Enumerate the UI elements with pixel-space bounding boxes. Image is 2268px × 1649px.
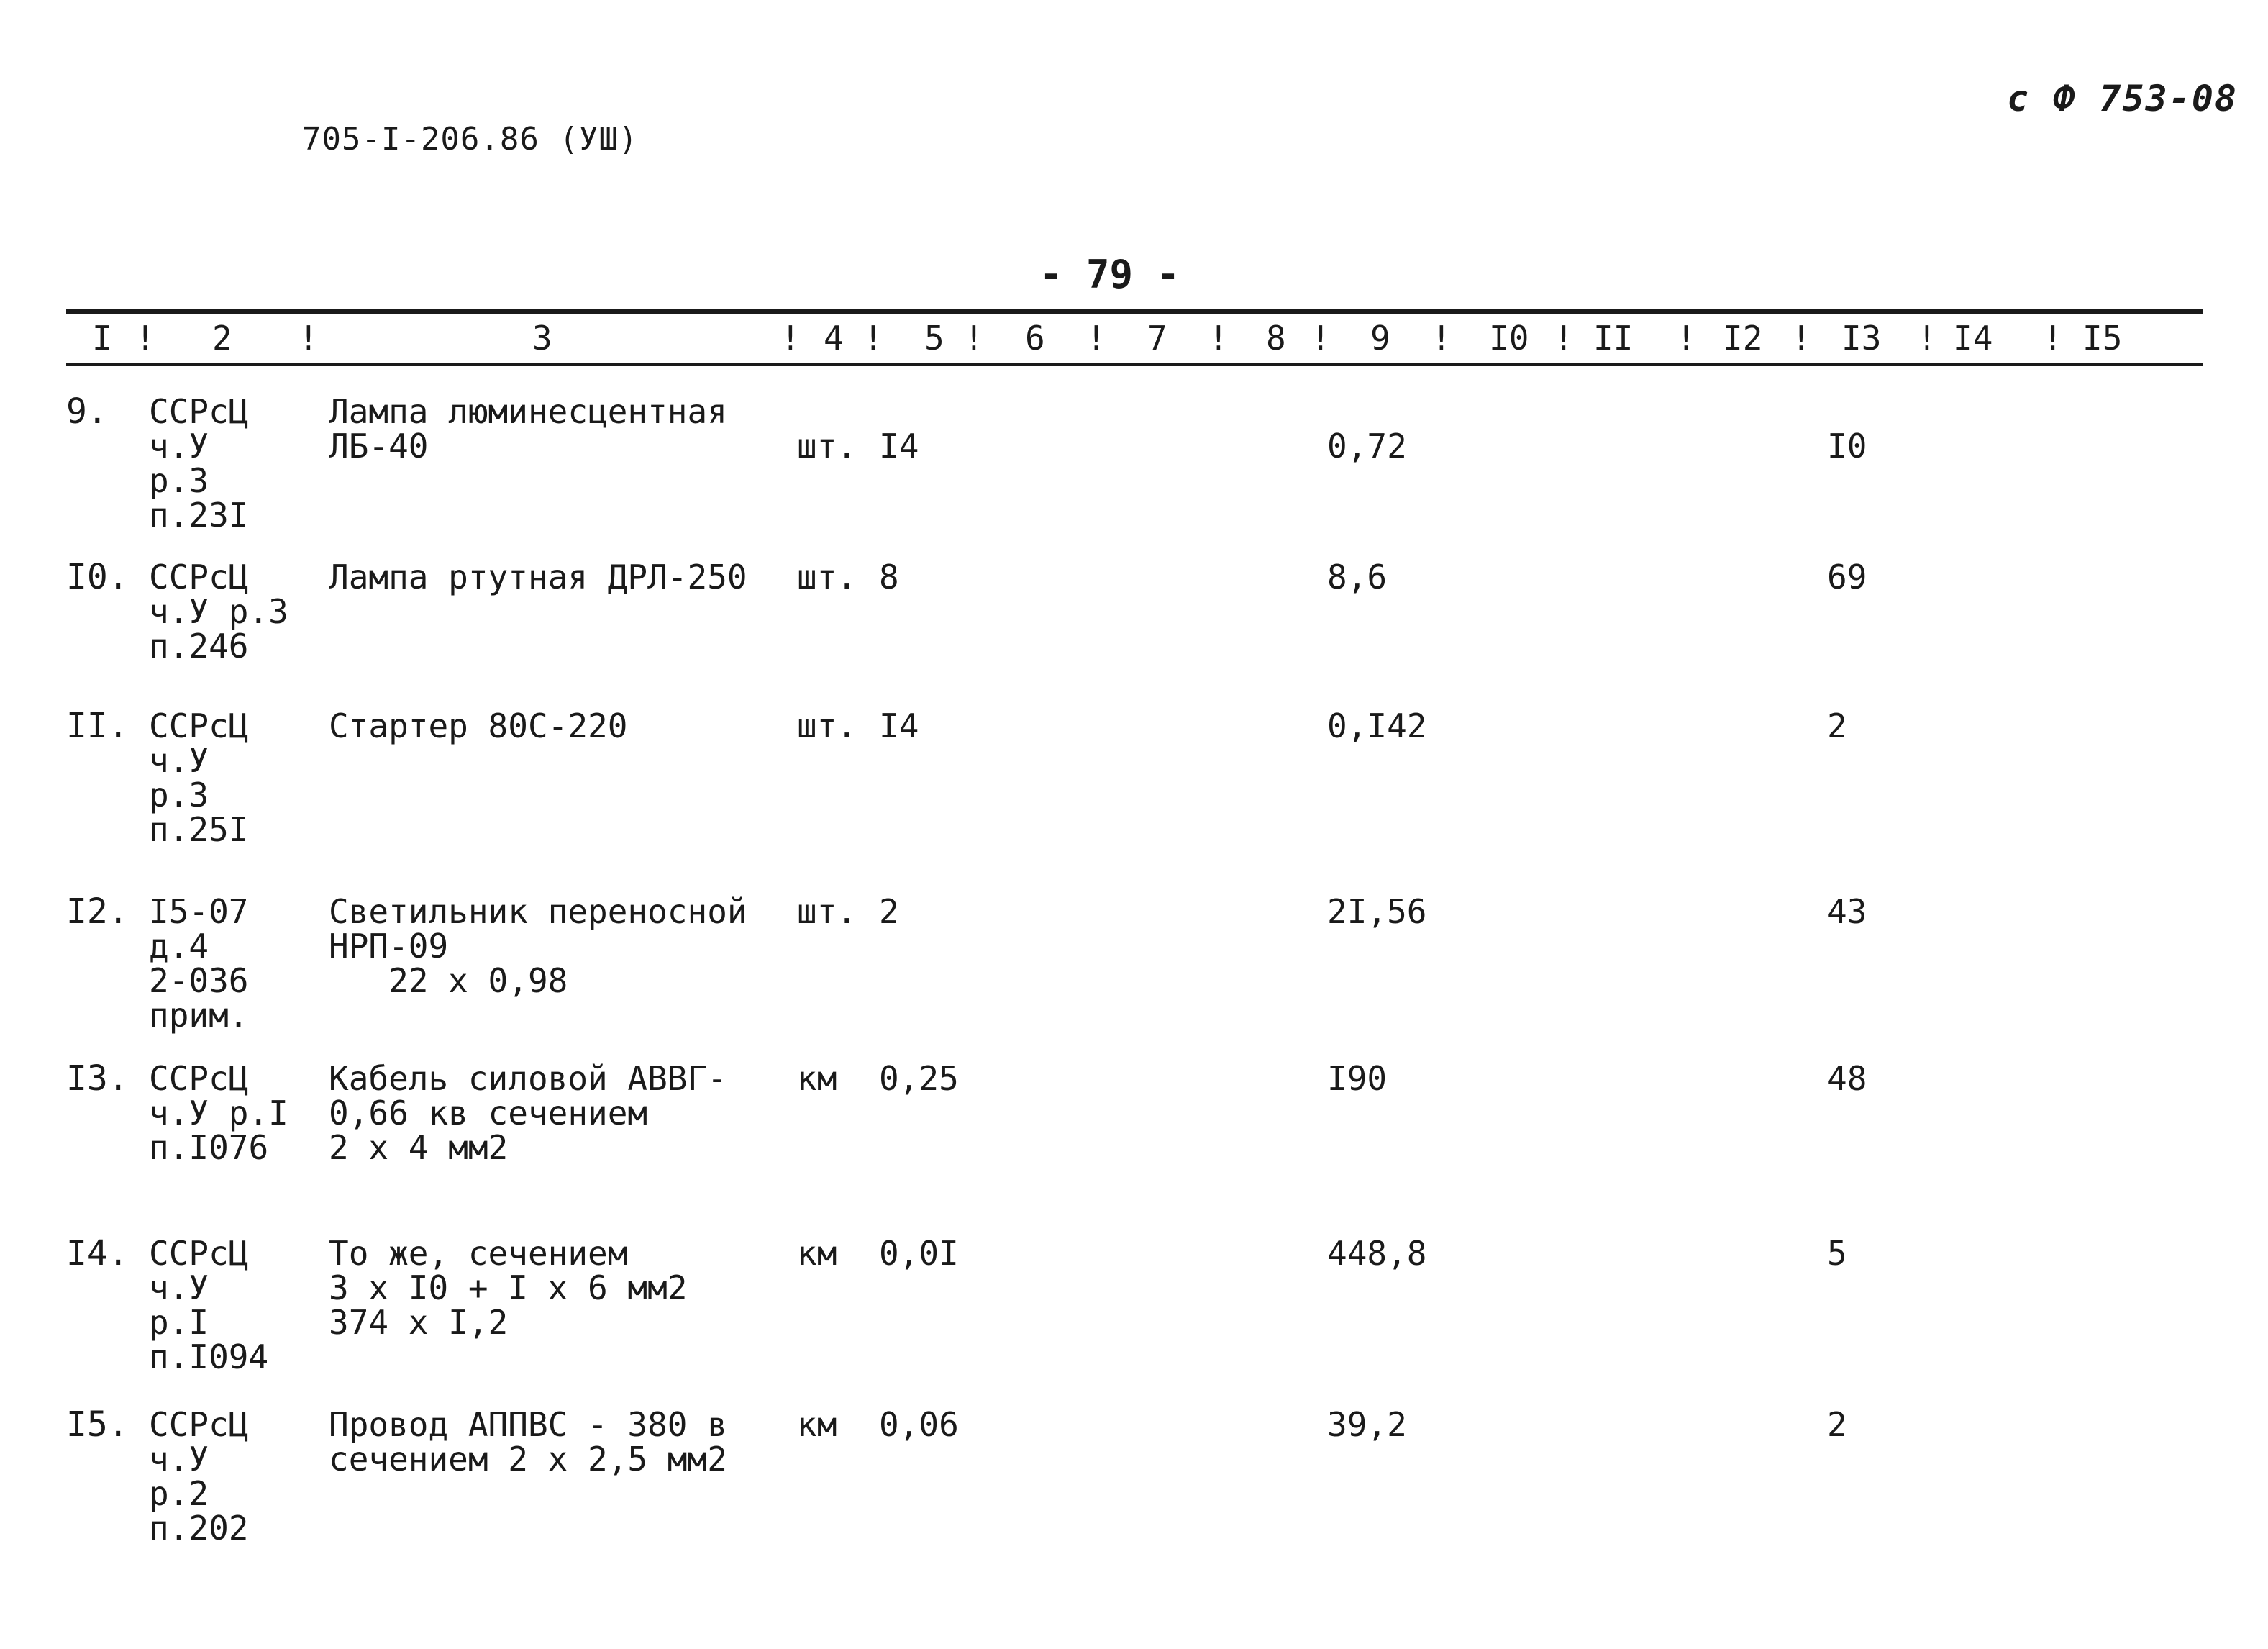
row-unit: шт. bbox=[797, 427, 857, 465]
column-separator: ! bbox=[780, 319, 801, 358]
column-number: 9 bbox=[1370, 319, 1390, 358]
row-total: 5 bbox=[1827, 1234, 1847, 1273]
row-description: Лампа люминесцентная bbox=[329, 392, 727, 431]
row-unit-price: 2I,56 bbox=[1327, 892, 1427, 931]
row-description: Кабель силовой АВВГ- bbox=[329, 1059, 727, 1098]
column-separator: ! bbox=[2043, 319, 2063, 358]
column-separator: ! bbox=[964, 319, 984, 358]
column-number: 6 bbox=[1025, 319, 1045, 358]
row-total: 43 bbox=[1827, 892, 1867, 931]
column-number: 3 bbox=[532, 319, 552, 358]
row-reference: ССРсЦ bbox=[149, 1234, 249, 1273]
row-number: I3. bbox=[66, 1058, 129, 1099]
row-unit-price: 0,72 bbox=[1327, 427, 1407, 465]
column-number: 8 bbox=[1266, 319, 1286, 358]
row-reference: ССРсЦ bbox=[149, 1405, 249, 1444]
row-reference: ССРсЦ bbox=[149, 707, 249, 745]
column-number: I0 bbox=[1489, 319, 1529, 358]
row-reference: ССРсЦ bbox=[149, 1059, 249, 1098]
row-description: Светильник переносной bbox=[329, 892, 747, 931]
column-separator: ! bbox=[1791, 319, 1811, 358]
row-unit-price: I90 bbox=[1327, 1059, 1388, 1098]
row-reference: п.I076 bbox=[149, 1128, 269, 1167]
column-separator: ! bbox=[1554, 319, 1574, 358]
row-description: Стартер 80С-220 bbox=[329, 707, 628, 745]
row-total: 69 bbox=[1827, 558, 1867, 596]
column-separator: ! bbox=[1086, 319, 1106, 358]
row-unit: км bbox=[797, 1234, 837, 1273]
column-number: II bbox=[1593, 319, 1634, 358]
row-reference: I5-07 bbox=[149, 892, 249, 931]
column-separator: ! bbox=[863, 319, 883, 358]
column-separator: ! bbox=[1917, 319, 1937, 358]
row-reference: ССРсЦ bbox=[149, 392, 249, 431]
row-number: I4. bbox=[66, 1233, 129, 1273]
row-quantity: 0,0I bbox=[879, 1234, 959, 1273]
page-number: - 79 - bbox=[1039, 252, 1180, 297]
row-description: 2 х 4 мм2 bbox=[329, 1128, 509, 1167]
row-reference: п.I094 bbox=[149, 1337, 269, 1376]
column-number: I3 bbox=[1841, 319, 1882, 358]
row-unit: шт. bbox=[797, 707, 857, 745]
row-reference: ССРсЦ bbox=[149, 558, 249, 596]
column-number: I4 bbox=[1953, 319, 1993, 358]
row-total: I0 bbox=[1827, 427, 1867, 465]
row-quantity: 8 bbox=[879, 558, 899, 596]
row-reference: п.23I bbox=[149, 496, 249, 535]
column-number: 7 bbox=[1147, 319, 1167, 358]
row-quantity: I4 bbox=[879, 707, 919, 745]
document-code: 705-I-206.86 (УШ) bbox=[302, 121, 639, 158]
row-description: Провод АППВС - 380 в bbox=[329, 1405, 727, 1444]
row-reference: 2-036 bbox=[149, 961, 249, 1000]
column-separator: ! bbox=[1431, 319, 1452, 358]
row-unit: км bbox=[797, 1059, 837, 1098]
row-reference: ч.У bbox=[149, 427, 209, 465]
row-description: 3 х I0 + I х 6 мм2 bbox=[329, 1268, 688, 1307]
row-unit-price: 8,6 bbox=[1327, 558, 1388, 596]
row-description: Лампа ртутная ДРЛ-250 bbox=[329, 558, 747, 596]
row-reference: прим. bbox=[149, 996, 249, 1035]
column-separator: ! bbox=[135, 319, 155, 358]
row-reference: ч.У р.3 bbox=[149, 592, 288, 631]
row-reference: р.2 bbox=[149, 1474, 209, 1513]
row-total: 2 bbox=[1827, 707, 1847, 745]
row-quantity: 2 bbox=[879, 892, 899, 931]
column-separator: ! bbox=[1208, 319, 1229, 358]
row-reference: р.3 bbox=[149, 461, 209, 500]
row-reference: р.3 bbox=[149, 776, 209, 814]
row-description: НРП-09 bbox=[329, 927, 449, 966]
row-reference: п.25I bbox=[149, 810, 249, 849]
row-description: 374 х I,2 bbox=[329, 1303, 509, 1342]
row-reference: п.202 bbox=[149, 1509, 249, 1548]
row-description: сечением 2 х 2,5 мм2 bbox=[329, 1440, 727, 1478]
row-description: 22 х 0,98 bbox=[329, 961, 568, 1000]
row-unit-price: 0,I42 bbox=[1327, 707, 1427, 745]
table-top-rule bbox=[66, 309, 2203, 314]
row-quantity: 0,25 bbox=[879, 1059, 959, 1098]
row-reference: ч.У bbox=[149, 1440, 209, 1478]
row-description: 0,66 кв сечением bbox=[329, 1094, 648, 1132]
row-quantity: 0,06 bbox=[879, 1405, 959, 1444]
row-quantity: I4 bbox=[879, 427, 919, 465]
row-number: II. bbox=[66, 706, 129, 746]
column-separator: ! bbox=[1311, 319, 1331, 358]
row-reference: д.4 bbox=[149, 927, 209, 966]
column-separator: ! bbox=[1676, 319, 1696, 358]
row-unit-price: 448,8 bbox=[1327, 1234, 1427, 1273]
column-separator: ! bbox=[299, 319, 319, 358]
row-description: То же, сечением bbox=[329, 1234, 628, 1273]
row-reference: ч.У bbox=[149, 741, 209, 780]
table-header-rule bbox=[66, 363, 2203, 366]
row-unit: шт. bbox=[797, 558, 857, 596]
row-unit: км bbox=[797, 1405, 837, 1444]
row-number: I2. bbox=[66, 891, 129, 932]
column-number: I2 bbox=[1723, 319, 1763, 358]
row-reference: ч.У bbox=[149, 1268, 209, 1307]
row-number: I0. bbox=[66, 557, 129, 597]
row-reference: ч.У р.I bbox=[149, 1094, 288, 1132]
row-reference: п.246 bbox=[149, 627, 249, 665]
row-total: 48 bbox=[1827, 1059, 1867, 1098]
column-number: I bbox=[92, 319, 112, 358]
column-number: 2 bbox=[212, 319, 232, 358]
archive-mark: с Ф 753-08 bbox=[2007, 78, 2239, 119]
column-number: 5 bbox=[924, 319, 944, 358]
row-unit: шт. bbox=[797, 892, 857, 931]
row-number: I5. bbox=[66, 1404, 129, 1445]
row-number: 9. bbox=[66, 391, 108, 432]
row-description: ЛБ-40 bbox=[329, 427, 429, 465]
row-total: 2 bbox=[1827, 1405, 1847, 1444]
column-number: I5 bbox=[2082, 319, 2123, 358]
column-number: 4 bbox=[824, 319, 844, 358]
row-unit-price: 39,2 bbox=[1327, 1405, 1407, 1444]
row-reference: р.I bbox=[149, 1303, 209, 1342]
